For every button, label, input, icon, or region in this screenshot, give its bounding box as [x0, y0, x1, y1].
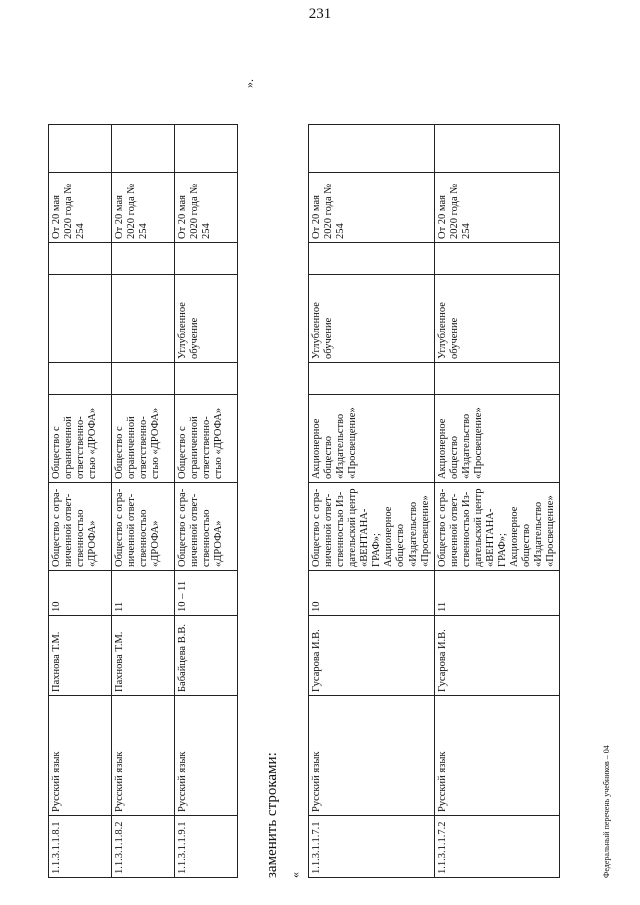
cell-code: 1.1.3.1.1.7.1	[309, 816, 435, 878]
cell-order: От 20 мая 2020 года № 254	[112, 173, 175, 243]
bottom-table	[308, 124, 560, 878]
cell-grade: 11	[112, 571, 175, 616]
cell-empty	[434, 243, 560, 275]
cell-code: 1.1.3.1.1.8.1	[49, 816, 112, 878]
cell-code: 1.1.3.1.1.8.2	[112, 816, 175, 878]
opening-quote: «	[288, 872, 302, 878]
cell-order: От 20 мая 2020 года № 254	[175, 173, 238, 243]
table-row	[49, 125, 112, 878]
cell-level: Углубленное обучение	[309, 275, 435, 363]
table-row	[175, 125, 238, 878]
cell-publisher: Общество с огра-ниченной ответ-ственностью «ДРОФА»	[49, 483, 112, 571]
cell-order: От 20 мая 2020 года № 254	[309, 173, 435, 243]
cell-publisher: Общество с огра-ниченной ответ-ственностью Из-дательский центр «ВЕНТАНА-ГРАФ»; Акционерное общество «Издательство «Просвещение»	[309, 483, 435, 571]
cell-owner: Акционерное общество «Издательство «Просвещение»	[434, 395, 560, 483]
cell-grade: 10	[49, 571, 112, 616]
cell-subject: Русский язык	[434, 696, 560, 816]
cell-subject: Русский язык	[49, 696, 112, 816]
cell-empty	[49, 363, 112, 395]
cell-empty	[112, 125, 175, 173]
cell-empty	[112, 243, 175, 275]
cell-author: Пахнова Т.М.	[112, 616, 175, 696]
cell-order: От 20 мая 2020 года № 254	[49, 173, 112, 243]
cell-subject: Русский язык	[175, 696, 238, 816]
table-row	[309, 125, 435, 878]
cell-author: Гусарова И.В.	[434, 616, 560, 696]
rotated-page-content	[20, 20, 620, 900]
cell-grade: 11	[434, 571, 560, 616]
cell-owner: Общество с ограниченной ответственно-стью «ДРОФА»	[175, 395, 238, 483]
cell-code: 1.1.3.1.1.7.2	[434, 816, 560, 878]
table-row	[112, 125, 175, 878]
cell-author: Гусарова И.В.	[309, 616, 435, 696]
cell-empty	[309, 363, 435, 395]
cell-level: Углубленное обучение	[175, 275, 238, 363]
cell-empty	[175, 125, 238, 173]
cell-empty	[309, 125, 435, 173]
cell-empty	[434, 125, 560, 173]
cell-empty	[49, 243, 112, 275]
cell-level: Углубленное обучение	[434, 275, 560, 363]
page-number: 231	[308, 6, 332, 22]
cell-author: Пахнова Т.М.	[49, 616, 112, 696]
cell-order: От 20 мая 2020 года № 254	[434, 173, 560, 243]
cell-empty	[434, 363, 560, 395]
cell-level	[49, 275, 112, 363]
cell-empty	[175, 243, 238, 275]
cell-publisher: Общество с огра-ниченной ответ-ственностью Из-дательский центр «ВЕНТАНА-ГРАФ»; Акционерное общество «Издательство «Просвещение»	[434, 483, 560, 571]
cell-publisher: Общество с огра-ниченной ответ-ственностью «ДРОФА»	[112, 483, 175, 571]
cell-owner: Общество с ограниченной ответственно-стью «ДРОФА»	[112, 395, 175, 483]
closing-quote: ».	[242, 79, 256, 88]
cell-empty	[175, 363, 238, 395]
cell-subject: Русский язык	[309, 696, 435, 816]
cell-empty	[112, 363, 175, 395]
cell-owner: Акционерное общество «Издательство «Просвещение»	[309, 395, 435, 483]
cell-author: Бабайцева В.В.	[175, 616, 238, 696]
cell-code: 1.1.3.1.1.9.1	[175, 816, 238, 878]
top-table	[48, 124, 238, 878]
cell-grade: 10 – 11	[175, 571, 238, 616]
cell-empty	[309, 243, 435, 275]
cell-empty	[49, 125, 112, 173]
footer-note: Федеральный перечень учебников – 04	[602, 745, 611, 878]
cell-grade: 10	[309, 571, 435, 616]
table-row	[434, 125, 560, 878]
cell-level	[112, 275, 175, 363]
cell-owner: Общество с ограниченной ответственно-стью «ДРОФА»	[49, 395, 112, 483]
cell-subject: Русский язык	[112, 696, 175, 816]
cell-publisher: Общество с огра-ниченной ответ-ственностью «ДРОФА»	[175, 483, 238, 571]
section-heading: заменить строками:	[264, 752, 280, 878]
